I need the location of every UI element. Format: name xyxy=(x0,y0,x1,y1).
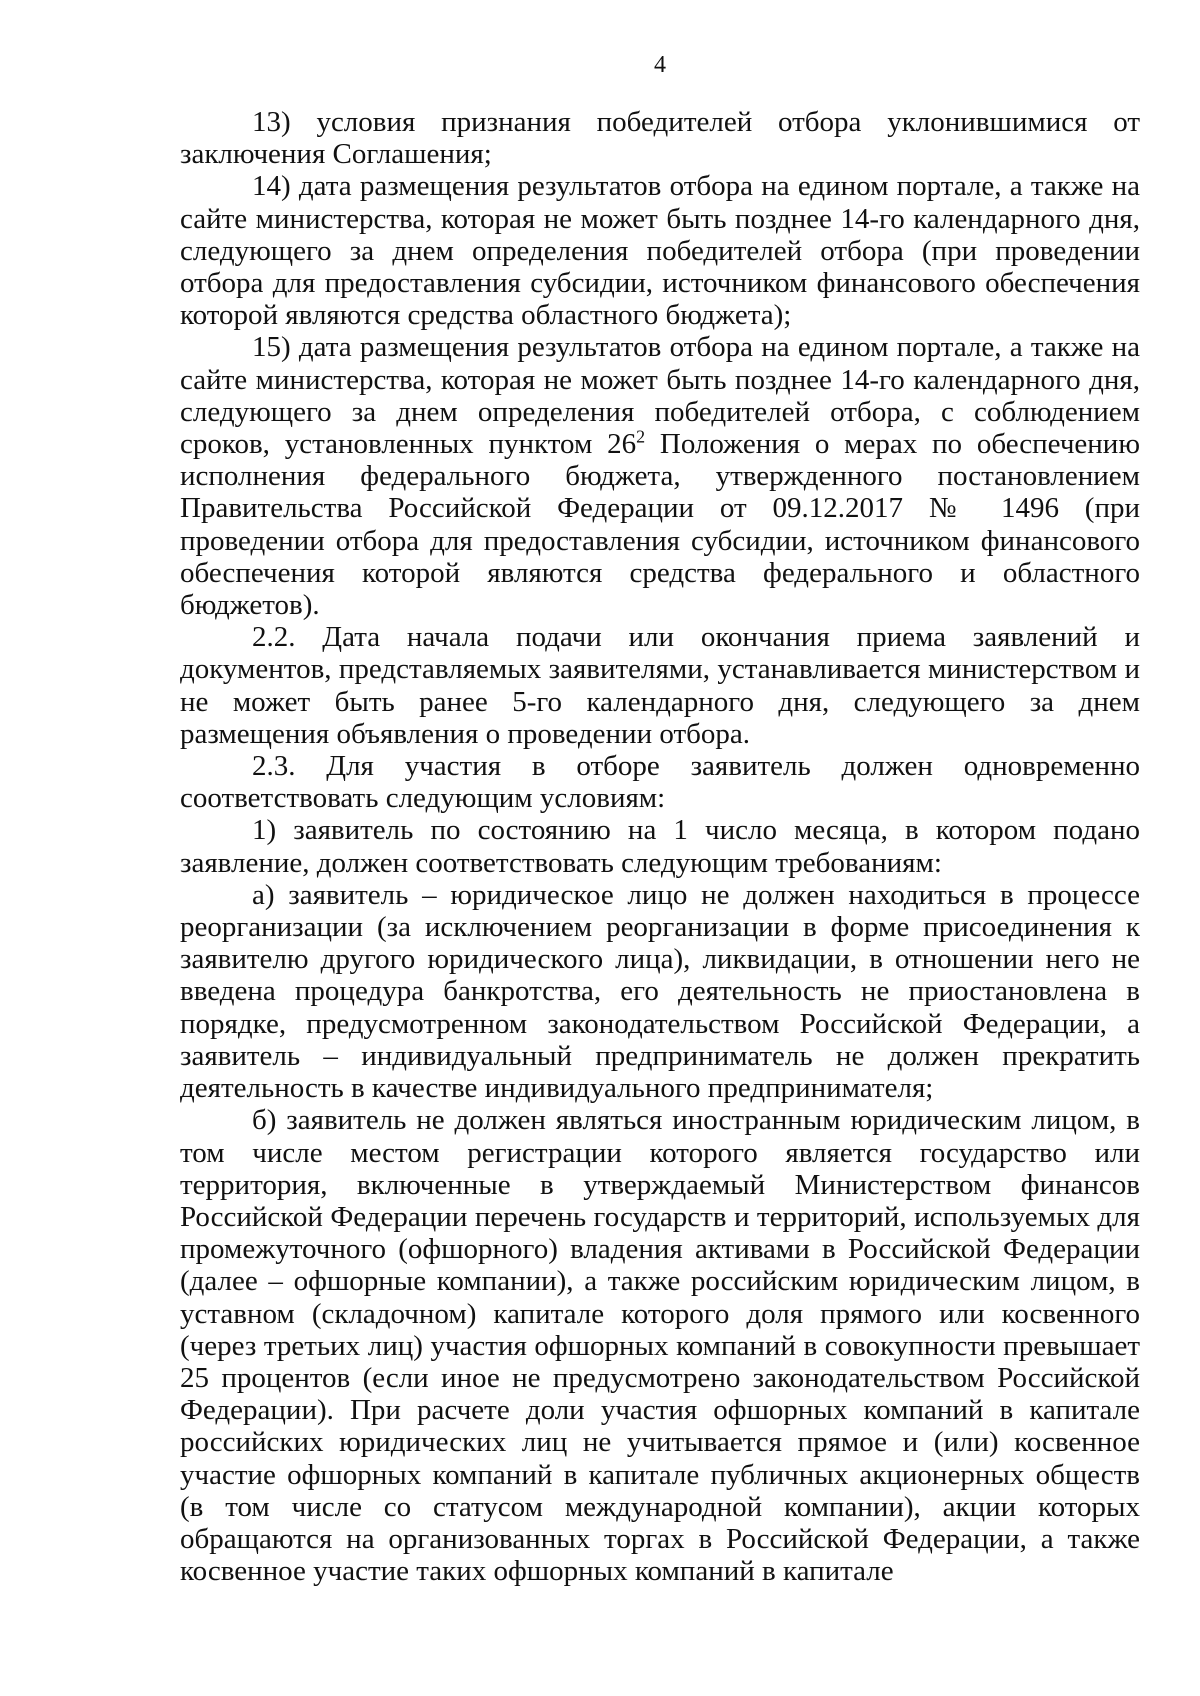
paragraph-item-15 xyxy=(180,331,1140,621)
superscript-index: 2 xyxy=(636,426,646,447)
paragraph-2-3: 2.3. Для участия в отборе заявитель должен одновременно соответствовать следующим условиям: xyxy=(180,750,1140,815)
paragraph-item-14: 14) дата размещения результатов отбора на едином портале, а также на сайте министерства, которая не может быть позднее 14-го календарного дня, следующего за днем определения победителей отбора (при проведении отбора для предоставления субсидии, источником финансового обеспечения которой являются средства областного бюджета); xyxy=(180,170,1140,332)
paragraph-item-13: 13) условия признания победителей отбора уклонившимися от заключения Соглашения; xyxy=(180,106,1140,171)
paragraph-condition-1: 1) заявитель по состоянию на 1 число месяца, в котором подано заявление, должен соответствовать следующим требованиям: xyxy=(180,814,1140,879)
paragraph-requirement-a: а) заявитель – юридическое лицо не должен находиться в процессе реорганизации (за исключением реорганизации в форме присоединения к заявителю другого юридического лица), ликвидации, в отношении него не введена процедура банкротства, его деятельность не приостановлена в порядке, предусмотренном законодательством Российской Федерации, а заявитель – индивидуальный предприниматель не должен прекратить деятельность в качестве индивидуального предпринимателя; xyxy=(180,878,1140,1105)
paragraph-2-2: 2.2. Дата начала подачи или окончания приема заявлений и документов, представляемых заявителями, устанавливается министерством и не может быть ранее 5-го календарного дня, следующего за днем размещения объявления о проведении отбора. xyxy=(180,621,1140,750)
document-body xyxy=(180,106,1140,1587)
paragraph-item-15-text-end: Положения о мерах по обеспечению исполнения федерального бюджета, утвержденного постановлением Правительства Российской Федерации от 09.12.2017 № 1496 (при проведении отбора для предоставления субсидии, источником финансового обеспечения которой являются средства федерального и областного бюджетов). xyxy=(180,428,1140,622)
paragraph-item-15-text-start: 15) дата размещения результатов отбора на едином портале, а также на сайте министерства, которая не может быть позднее 14-го календарного дня, следующего за днем определения победителей отбора, с соблюдением сроков, установленных пунктом 26 xyxy=(180,331,1140,461)
paragraph-requirement-b: б) заявитель не должен являться иностранным юридическим лицом, в том числе местом регистрации которого является государство или территория, включенные в утверждаемый Министерством финансов Российской Федерации перечень государств и территорий, используемых для промежуточного (офшорного) владения активами в Российской Федерации (далее – офшорные компании), а также российским юридическим лицом, в уставном (складочном) капитале которого доля прямого или косвенного (через третьих лиц) участия офшорных компаний в совокупности превышает 25 процентов (если иное не предусмотрено законодательством Российской Федерации). При расчете доли участия офшорных компаний в капитале российских юридических лиц не учитывается прямое и (или) косвенное участие офшорных компаний в капитале публичных акционерных обществ (в том числе со статусом международной компании), акции которых обращаются на организованных торгах в Российской Федерации, а также косвенное участие таких офшорных компаний в капитале xyxy=(180,1104,1140,1588)
page-number: 4 xyxy=(654,52,666,78)
